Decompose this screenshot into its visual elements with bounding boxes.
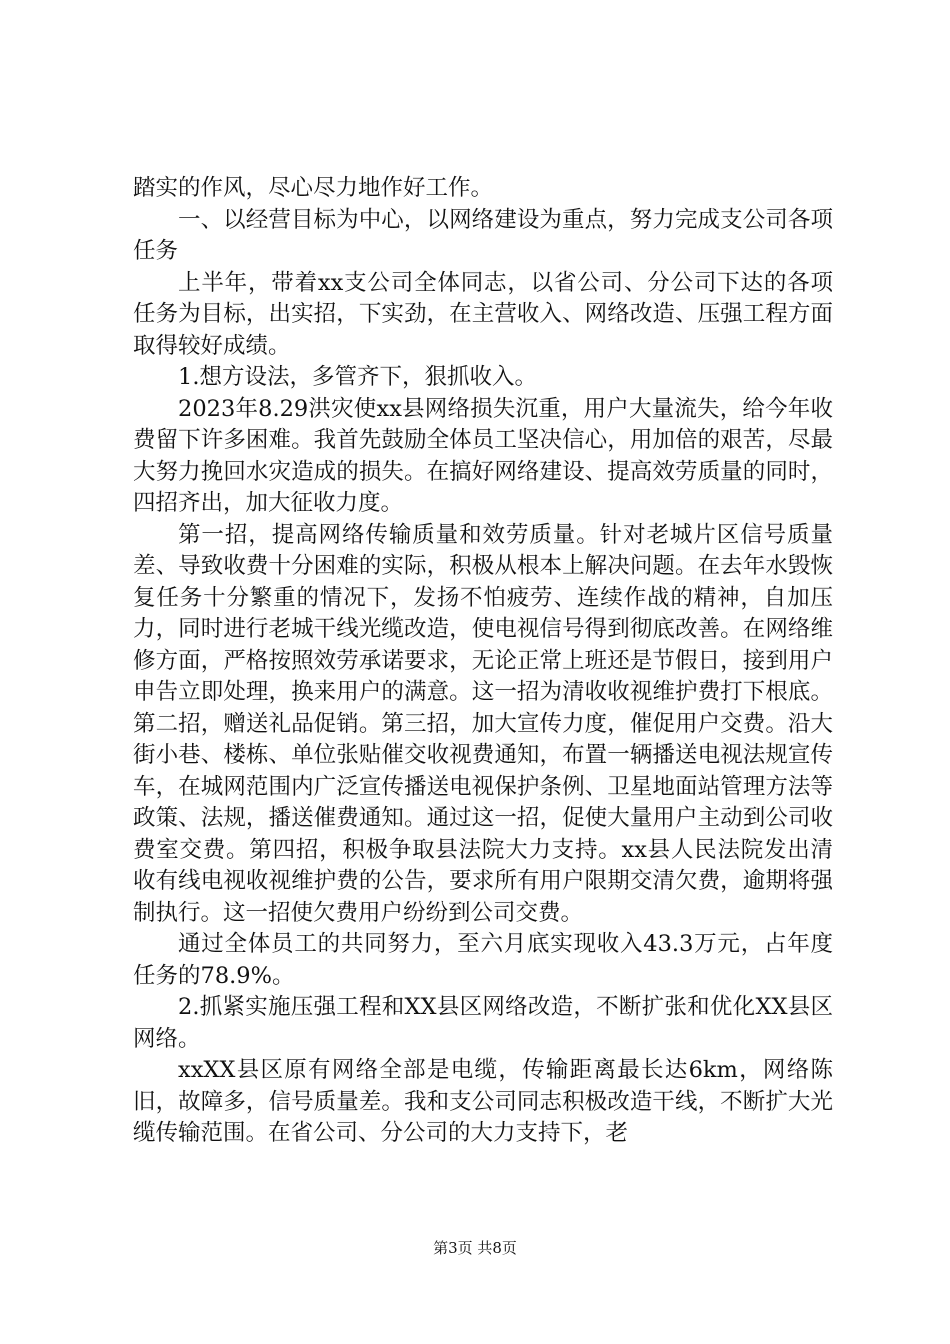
page-number-footer: 第3页 共8页 (433, 1239, 517, 1257)
paragraph-four-measures: 第一招，提高网络传输质量和效劳质量。针对老城片区信号质量差、导致收费十分困难的实际，积极从根本上解决问题。在去年水毁恢复任务十分繁重的情况下，发扬不怕疲劳、连续作战的精神，自加压力，同时进行老城干线光缆改造，使电视信号得到彻底改善。在网络维修方面，严格按照效劳承诺要求，无论正常上班还是节假日，接到用户申告立即处理，换来用户的满意。这一招为清收收视维护费打下根底。第二招，赠送礼品促销。第三招，加大宣传力度，催促用户交费。沿大街小巷、楼栋、单位张贴催交收视费通知，布置一辆播送电视法规宣传车，在城网范围内广泛宣传播送电视保护条例、卫星地面站管理方法等政策、法规，播送催费通知。通过这一招，促使大量用户主动到公司收费室交费。第四招，积极争取县法院大力支持。xx县人民法院发出清收有线电视收视维护费的公告，要求所有用户限期交清欠费，逾期将强制执行。这一招使欠费用户纷纷到公司交费。 (133, 521, 833, 926)
subheading-1: 1.想方设法，多管齐下，狠抓收入。 (178, 364, 537, 390)
paragraph-revenue-result: 通过全体员工的共同努力，至六月底实现收入43.3万元，占年度任务的78.9%。 (133, 931, 833, 989)
paragraph-flood: 2023年8.29洪灾使xx县网络损失沉重，用户大量流失，给今年收费留下许多困难。我首先鼓励全体员工坚决信心，用加倍的艰苦，尽最大努力挽回水灾造成的损失。在搞好网络建设、提高效劳质量的同时，四招齐出，加大征收力度。 (133, 395, 833, 516)
document-body (133, 173, 833, 1150)
paragraph-continuation: 踏实的作风，尽心尽力地作好工作。 (133, 175, 494, 201)
paragraph-network: xxXX县区原有网络全部是电缆，传输距离最长达6km，网络陈旧，故障多，信号质量差。我和支公司同志积极改造干线，不断扩大光缆传输范围。在省公司、分公司的大力支持下，老 (133, 1057, 833, 1146)
section-heading-1: 一、以经营目标为中心，以网络建设为重点，努力完成支公司各项任务 (133, 206, 833, 264)
paragraph-intro: 上半年，带着xx支公司全体同志，以省公司、分公司下达的各项任务为目标，出实招，下实劲，在主营收入、网络改造、压强工程方面取得较好成绩。 (133, 269, 833, 359)
subheading-2: 2.抓紧实施压强工程和XX县区网络改造，不断扩张和优化XX县区网络。 (133, 994, 833, 1052)
